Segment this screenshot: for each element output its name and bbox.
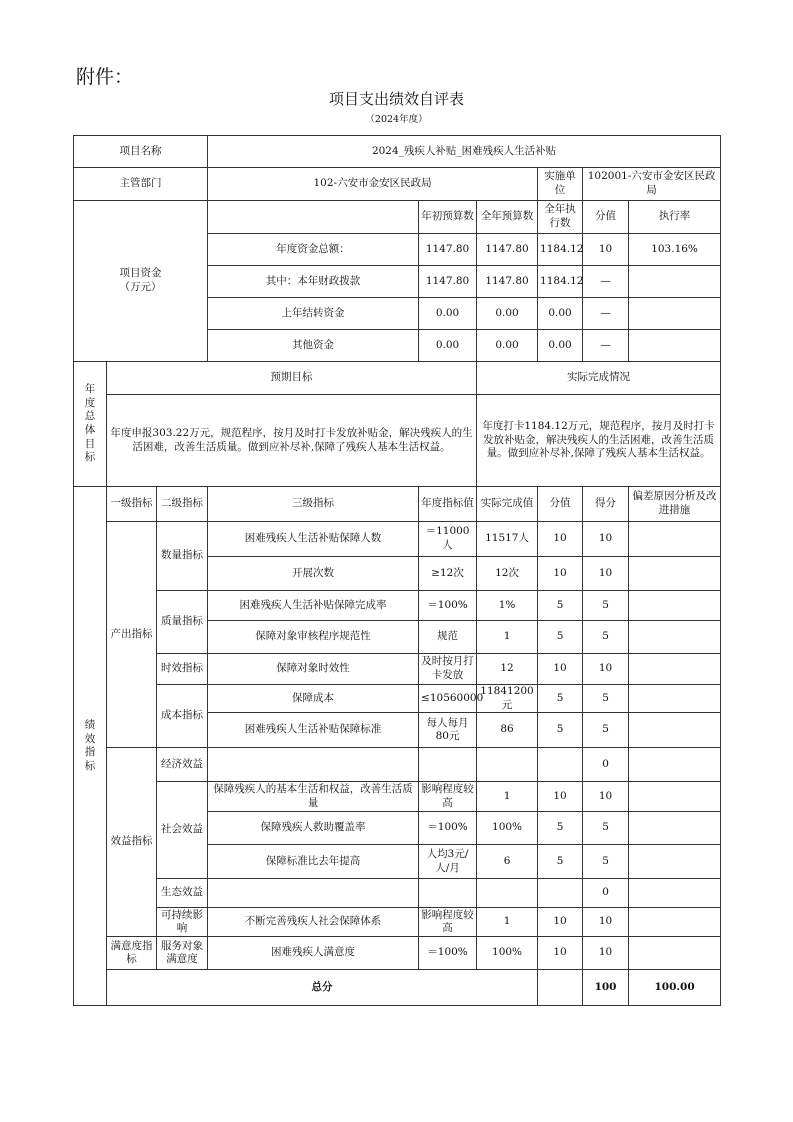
level1-satisfaction: 满意度指标	[107, 937, 157, 970]
indicator-target	[419, 748, 477, 782]
dept-value: 102-六安市金安区民政局	[208, 168, 538, 201]
indicator-target: 影响程度较高	[419, 908, 477, 937]
indicator-score: 0	[583, 879, 629, 908]
indicator-score: 5	[583, 812, 629, 845]
funds-annual: 1147.80	[477, 266, 538, 298]
funds-rate: 103.16%	[629, 234, 721, 266]
indicator-row	[74, 748, 721, 782]
indicator-weight: 5	[538, 621, 583, 654]
expected-goal-header: 预期目标	[107, 362, 477, 395]
funds-annual: 1147.80	[477, 234, 538, 266]
attachment-label: 附件：	[76, 66, 134, 88]
indicator-name: 保障对象时效性	[208, 654, 419, 685]
indicator-note	[629, 591, 721, 621]
indicator-actual: 1	[477, 908, 538, 937]
indicator-target: ≤10560000	[419, 685, 477, 713]
department-row	[74, 168, 721, 201]
indicator-actual: 100%	[477, 812, 538, 845]
level2-ecological: 生态效益	[157, 879, 208, 908]
indicator-weight: 10	[538, 782, 583, 812]
indicator-score: 0	[583, 748, 629, 782]
indicator-weight: 5	[538, 812, 583, 845]
funds-weight: —	[583, 266, 629, 298]
indicator-name: 保障成本	[208, 685, 419, 713]
indicator-target	[419, 879, 477, 908]
project-name-row	[74, 136, 721, 168]
funds-initial: 1147.80	[419, 234, 477, 266]
expected-goal-text: 年度申报303.22万元，规范程序，按月及时打卡发放补贴金，解决残疾人的生活困难，改善生活质量。做到应补尽补,保障了残疾人基本生活权益。	[107, 395, 477, 487]
total-score: 100.00	[629, 970, 721, 1006]
level2-cost: 成本指标	[157, 685, 208, 748]
funds-initial: 0.00	[419, 298, 477, 330]
indicator-actual	[477, 879, 538, 908]
header-level2: 二级指标	[157, 487, 208, 522]
indicator-name: 困难残疾人生活补贴保障人数	[208, 522, 419, 557]
funds-weight: —	[583, 298, 629, 330]
indicator-note	[629, 782, 721, 812]
indicator-row	[74, 522, 721, 557]
indicators-label-text: 绩 效 指 标	[84, 718, 96, 772]
header-level1: 一级指标	[107, 487, 157, 522]
indicator-name: 困难残疾人满意度	[208, 937, 419, 970]
funds-header-rate: 执行率	[629, 201, 721, 234]
indicator-name	[208, 879, 419, 908]
goals-label-text: 年 度 总 体 目 标	[84, 383, 96, 464]
actual-result-text: 年度打卡1184.12万元，规范程序，按月及时打卡发放补贴金，解决残疾人的生活困难，改善生活质量。做到应补尽补,保障了残疾人基本生活权益。	[477, 395, 721, 487]
level2-quality: 质量指标	[157, 591, 208, 654]
header-weight: 分值	[538, 487, 583, 522]
indicator-row	[74, 591, 721, 621]
project-name-value: 2024_残疾人补贴_困难残疾人生活补贴	[208, 136, 721, 168]
funds-initial: 1147.80	[419, 266, 477, 298]
total-label: 总分	[107, 970, 538, 1006]
dept-label: 主管部门	[74, 168, 208, 201]
indicator-actual: 1%	[477, 591, 538, 621]
funds-row-label: 年度资金总额：	[208, 234, 419, 266]
funds-annual: 0.00	[477, 298, 538, 330]
funds-rate	[629, 330, 721, 362]
funds-row-label: 上年结转资金	[208, 298, 419, 330]
indicator-name: 开展次数	[208, 557, 419, 591]
funds-initial: 0.00	[419, 330, 477, 362]
indicator-note	[629, 713, 721, 748]
project-name-label: 项目名称	[74, 136, 208, 168]
goals-content-row	[74, 395, 721, 487]
funds-executed: 1184.12	[538, 234, 583, 266]
level1-output: 产出指标	[107, 522, 157, 748]
indicator-name	[208, 748, 419, 782]
self-evaluation-table	[73, 135, 721, 1006]
indicator-target: ＝100%	[419, 812, 477, 845]
level2-beneficiary-satisfaction: 服务对象满意度	[157, 937, 208, 970]
actual-result-header: 实际完成情况	[477, 362, 721, 395]
indicator-name: 保障标准比去年提高	[208, 845, 419, 879]
indicator-name: 困难残疾人生活补贴保障完成率	[208, 591, 419, 621]
indicator-note	[629, 908, 721, 937]
header-actual: 实际完成值	[477, 487, 538, 522]
indicator-score: 10	[583, 522, 629, 557]
funds-executed: 0.00	[538, 298, 583, 330]
page-title: 项目支出绩效自评表	[328, 90, 464, 108]
indicator-target: ＝100%	[419, 591, 477, 621]
indicator-target: ＝100%	[419, 937, 477, 970]
indicator-score: 10	[583, 908, 629, 937]
indicator-target: 规范	[419, 621, 477, 654]
funds-label	[74, 201, 208, 362]
indicator-actual: 100%	[477, 937, 538, 970]
funds-row-label: 其中：本年财政拨款	[208, 266, 419, 298]
header-deviation: 偏差原因分析及改进措施	[629, 487, 721, 522]
funds-executed: 0.00	[538, 330, 583, 362]
indicator-score: 5	[583, 713, 629, 748]
funds-weight: —	[583, 330, 629, 362]
indicator-score: 5	[583, 621, 629, 654]
indicators-label	[74, 487, 107, 1006]
indicator-name: 困难残疾人生活补贴保障标准	[208, 713, 419, 748]
indicator-weight	[538, 748, 583, 782]
indicator-row	[74, 879, 721, 908]
level2-economic: 经济效益	[157, 748, 208, 782]
header-level3: 三级指标	[208, 487, 419, 522]
goals-label	[74, 362, 107, 487]
funds-executed: 1184.12	[538, 266, 583, 298]
funds-annual: 0.00	[477, 330, 538, 362]
indicator-note	[629, 812, 721, 845]
indicator-row	[74, 908, 721, 937]
total-row	[74, 970, 721, 1006]
indicator-row	[74, 937, 721, 970]
indicator-actual: 6	[477, 845, 538, 879]
indicator-score: 10	[583, 654, 629, 685]
indicator-score: 10	[583, 937, 629, 970]
goals-header-row	[74, 362, 721, 395]
funds-rate	[629, 298, 721, 330]
funds-header-initial: 年初预算数	[419, 201, 477, 234]
indicator-actual: 12次	[477, 557, 538, 591]
indicator-row	[74, 654, 721, 685]
indicator-actual: 11841200元	[477, 685, 538, 713]
indicator-score: 10	[583, 557, 629, 591]
funds-header-row	[74, 201, 721, 234]
indicator-actual: 1	[477, 782, 538, 812]
funds-header-blank	[208, 201, 419, 234]
indicator-weight: 10	[538, 937, 583, 970]
indicator-weight: 10	[538, 557, 583, 591]
report-year: （2024年度）	[365, 114, 428, 125]
indicator-row	[74, 782, 721, 812]
header-score: 得分	[583, 487, 629, 522]
indicator-score: 5	[583, 591, 629, 621]
indicator-actual: 86	[477, 713, 538, 748]
total-blank	[538, 970, 583, 1006]
header-target: 年度指标值	[419, 487, 477, 522]
indicator-row	[74, 685, 721, 713]
funds-label-text: 项目资金 （万元）	[119, 267, 162, 293]
indicator-note	[629, 845, 721, 879]
indicator-score: 5	[583, 845, 629, 879]
indicator-actual: 1	[477, 621, 538, 654]
indicator-note	[629, 654, 721, 685]
indicator-weight: 5	[538, 685, 583, 713]
funds-weight: 10	[583, 234, 629, 266]
funds-header-executed: 全年执行数	[538, 201, 583, 234]
indicator-target: 影响程度较高	[419, 782, 477, 812]
level2-sustainability: 可持续影响	[157, 908, 208, 937]
indicator-target: ≥12次	[419, 557, 477, 591]
indicator-note	[629, 748, 721, 782]
funds-header-annual: 全年预算数	[477, 201, 538, 234]
indicator-name: 不断完善残疾人社会保障体系	[208, 908, 419, 937]
indicator-actual: 12	[477, 654, 538, 685]
indicator-name: 保障残疾人的基本生活和权益，改善生活质量	[208, 782, 419, 812]
indicator-actual	[477, 748, 538, 782]
indicator-header-row	[74, 487, 721, 522]
indicator-weight: 10	[538, 522, 583, 557]
indicator-weight: 5	[538, 591, 583, 621]
funds-rate	[629, 266, 721, 298]
indicator-note	[629, 522, 721, 557]
indicator-target: 及时按月打卡发放	[419, 654, 477, 685]
indicator-target: 每人每月80元	[419, 713, 477, 748]
indicator-name: 保障对象审核程序规范性	[208, 621, 419, 654]
indicator-note	[629, 621, 721, 654]
indicator-score: 10	[583, 782, 629, 812]
indicator-note	[629, 557, 721, 591]
level1-benefit: 效益指标	[107, 748, 157, 937]
indicator-actual: 11517人	[477, 522, 538, 557]
indicator-weight: 5	[538, 845, 583, 879]
indicator-weight: 10	[538, 908, 583, 937]
total-weight: 100	[583, 970, 629, 1006]
impl-value: 102001-六安市金安区民政局	[583, 168, 721, 201]
funds-row-label: 其他资金	[208, 330, 419, 362]
indicator-name: 保障残疾人救助覆盖率	[208, 812, 419, 845]
indicator-weight	[538, 879, 583, 908]
indicator-target: 人均3元/人/月	[419, 845, 477, 879]
indicator-weight: 10	[538, 654, 583, 685]
indicator-score: 5	[583, 685, 629, 713]
impl-label: 实施单位	[538, 168, 583, 201]
level2-social: 社会效益	[157, 782, 208, 879]
indicator-weight: 5	[538, 713, 583, 748]
funds-header-weight: 分值	[583, 201, 629, 234]
level2-timeliness: 时效指标	[157, 654, 208, 685]
indicator-note	[629, 937, 721, 970]
indicator-note	[629, 685, 721, 713]
level2-quantity: 数量指标	[157, 522, 208, 591]
indicator-note	[629, 879, 721, 908]
indicator-target: ＝11000人	[419, 522, 477, 557]
